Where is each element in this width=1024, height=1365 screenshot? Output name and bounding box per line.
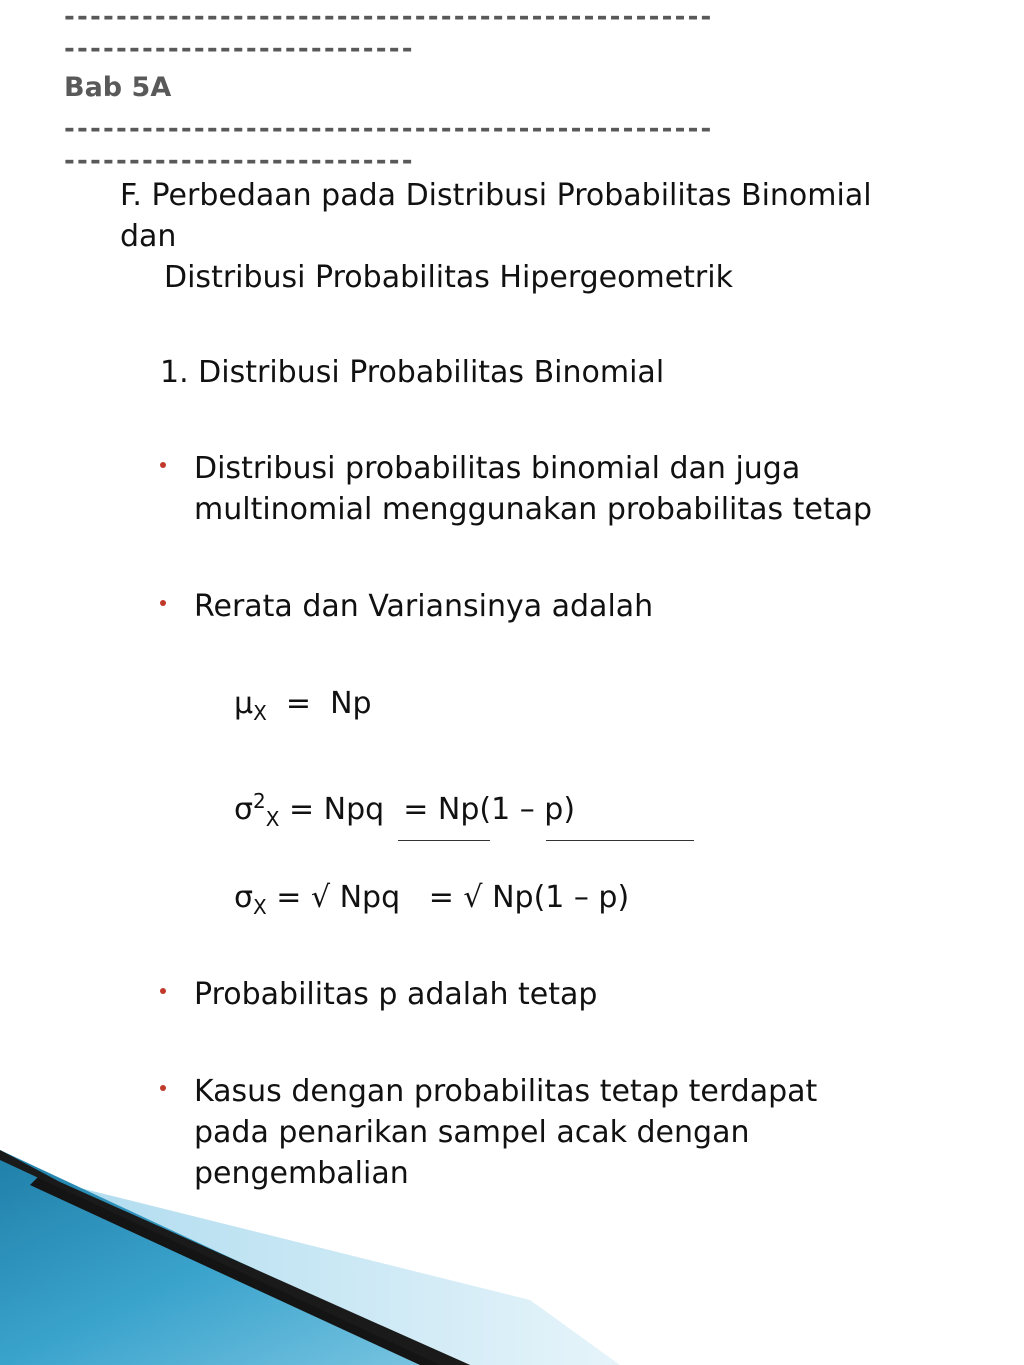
sqrt-icon: √ — [310, 880, 331, 915]
formula-rhs: = Np — [266, 686, 372, 721]
header-dash-line: -------------------------------------------------- — [64, 114, 714, 144]
bullet-text: multinomial menggunakan probabilitas tetap — [194, 492, 873, 527]
bullet-text: Kasus dengan probabilitas tetap terdapat — [194, 1074, 818, 1109]
mu-symbol: μ — [234, 686, 254, 721]
bullet-text: Rerata dan Variansinya adalah — [194, 589, 654, 624]
bullet-text: Distribusi probabilitas binomial dan juga — [194, 451, 801, 486]
bullet-text: pada penarikan sampel acak dengan — [194, 1115, 750, 1150]
bullet-text: Probabilitas p adalah tetap — [194, 977, 598, 1012]
header-dash-line: -------------------------------------------------- — [64, 2, 714, 32]
formula-equals: = — [266, 880, 311, 915]
header-dash-line: --------------------------- — [64, 146, 415, 176]
section-heading-line: F. Perbedaan pada Distribusi Probabilitas Binomial — [120, 178, 872, 213]
formula-subscript: X — [253, 895, 267, 919]
sigma-symbol: σ — [234, 880, 254, 915]
bullet-text: pengembalian — [194, 1156, 409, 1191]
formula-subscript: X — [265, 807, 280, 831]
formula-superscript: 2 — [253, 789, 266, 813]
section-heading-line: dan — [120, 219, 177, 254]
header-dash-line: --------------------------- — [64, 34, 415, 64]
formula-term: Npq — [330, 880, 401, 915]
sqrt-icon: √ — [463, 880, 483, 915]
formula-term: Np(1 – p) — [482, 880, 630, 915]
section-heading-line: Distribusi Probabilitas Hipergeometrik — [164, 260, 733, 295]
formula-equals: = — [400, 880, 464, 915]
formula-rhs: = Npq = Np(1 – p) — [279, 792, 576, 827]
slide-title: Bab 5A — [64, 72, 172, 103]
subsection-heading: 1. Distribusi Probabilitas Binomial — [160, 355, 665, 390]
formula-subscript: X — [253, 701, 267, 725]
sigma-symbol: σ — [234, 792, 254, 827]
